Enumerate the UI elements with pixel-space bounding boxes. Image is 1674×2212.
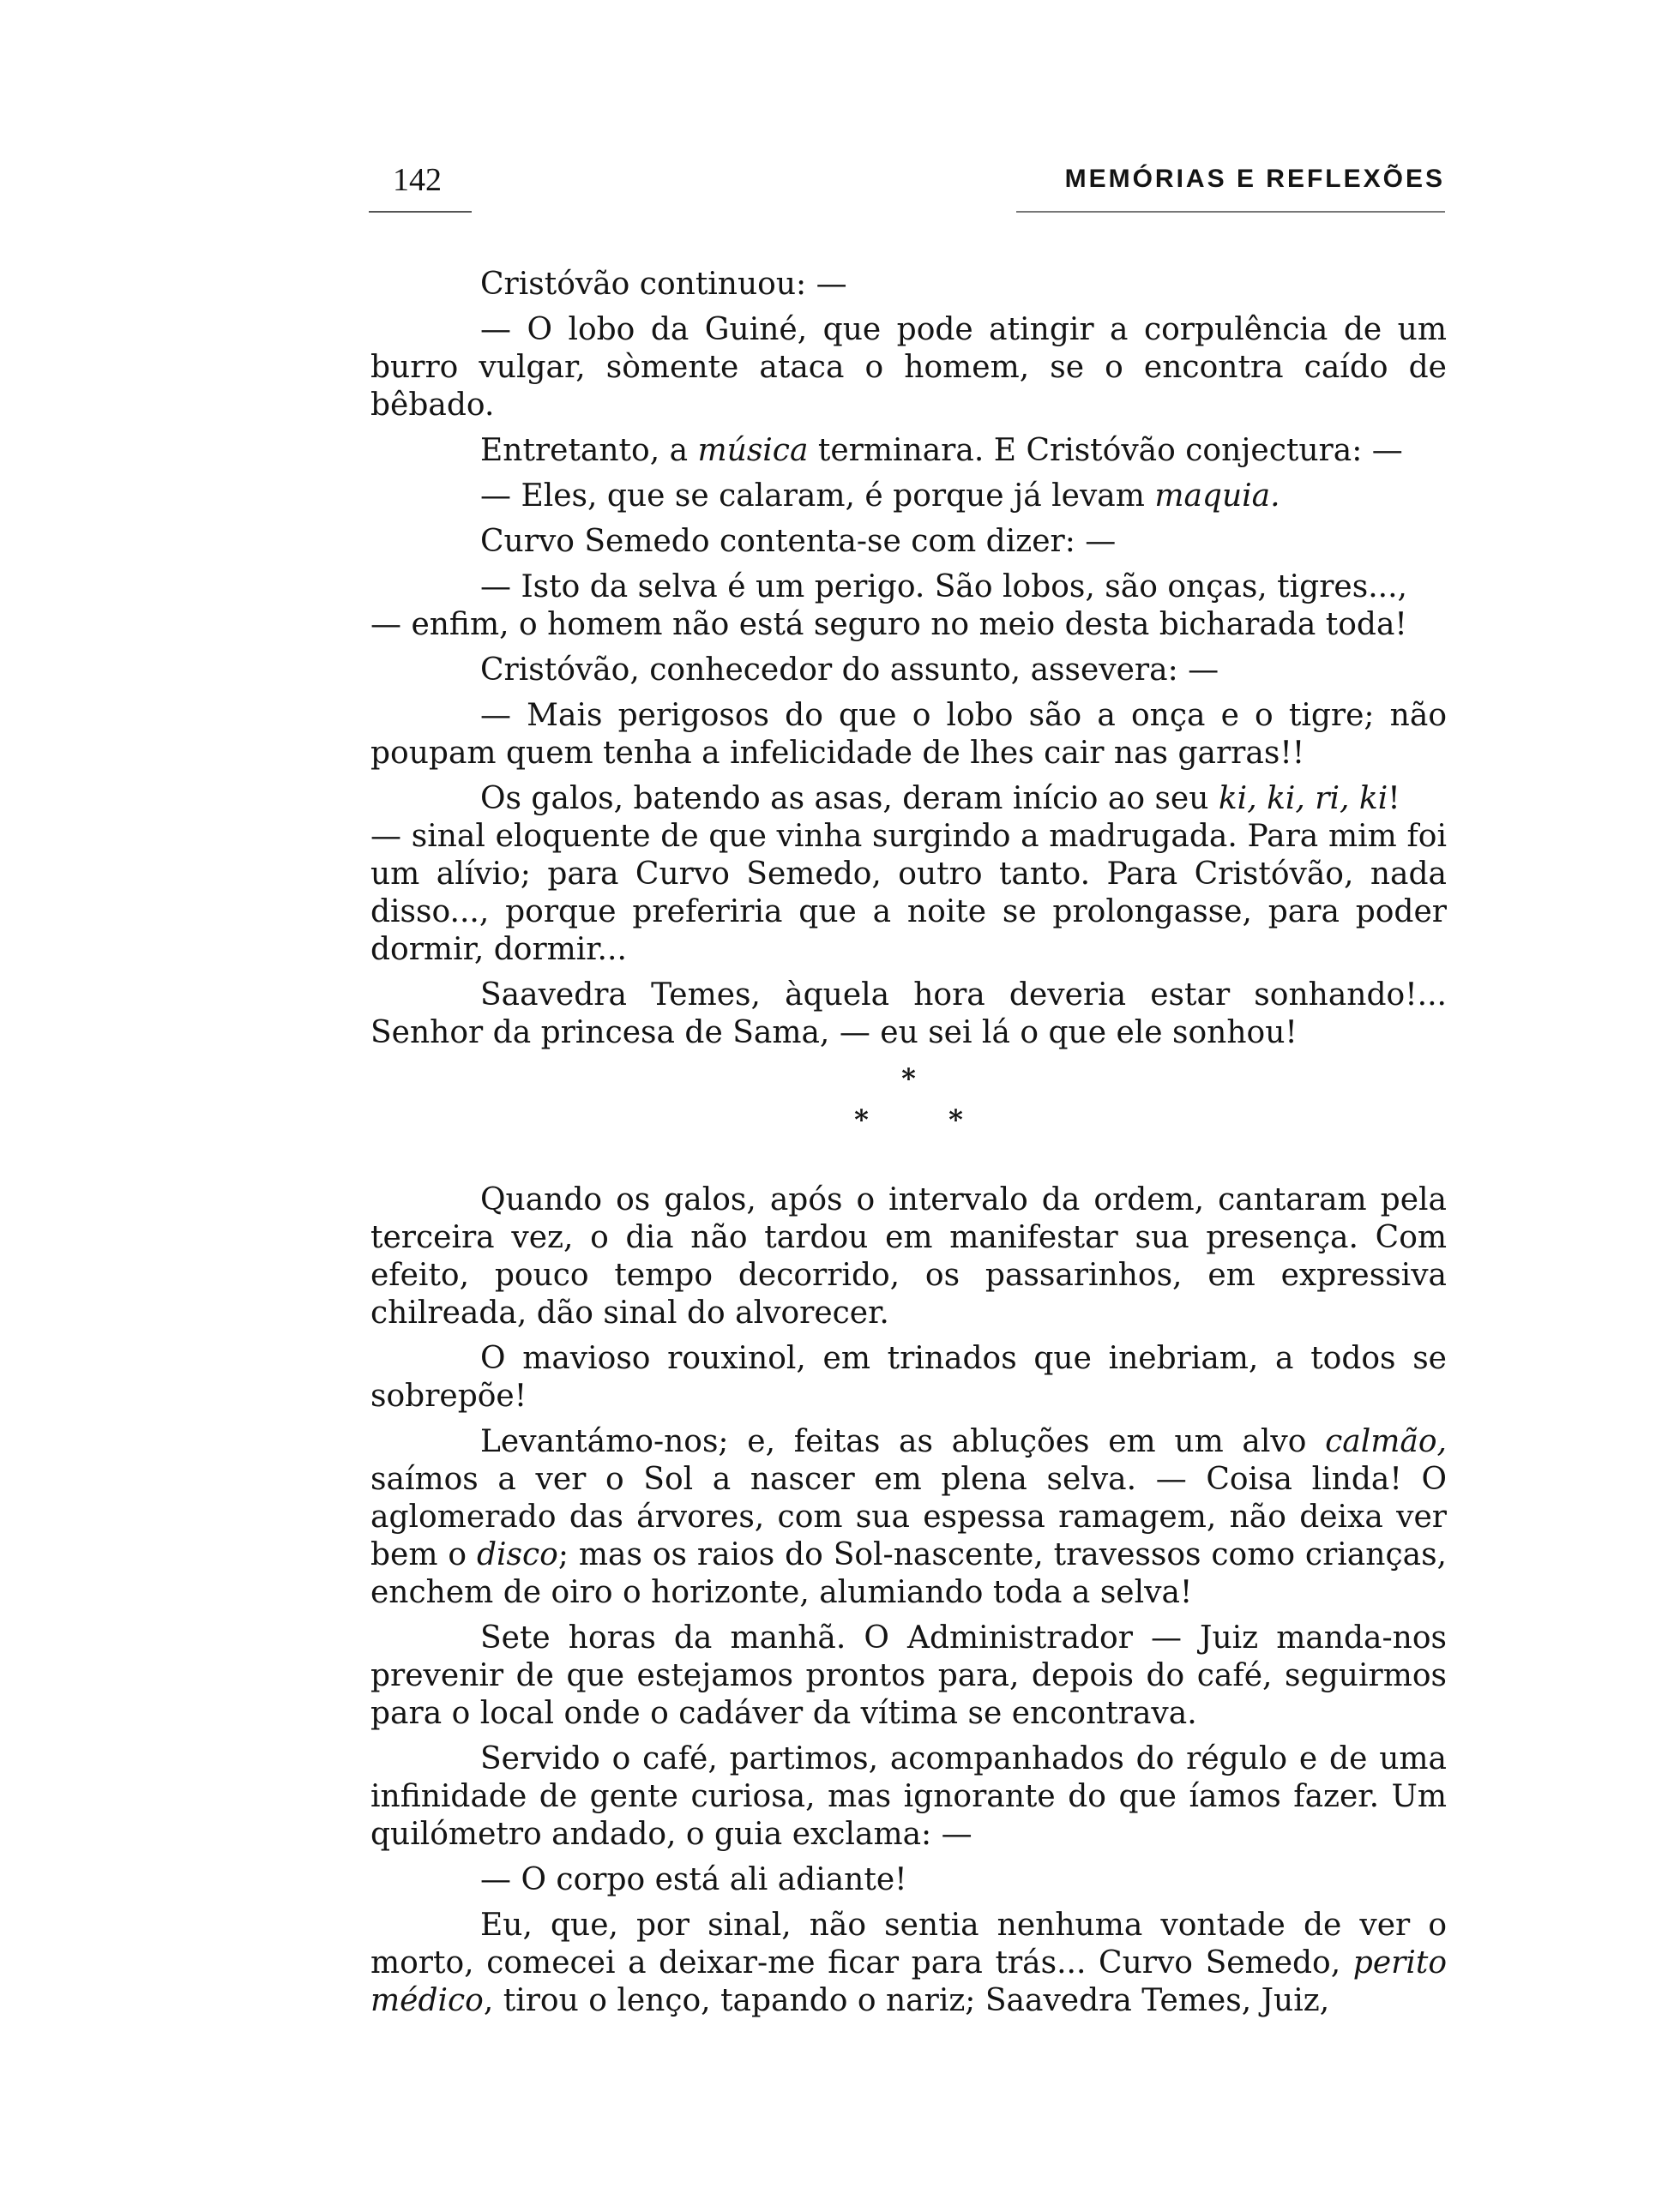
paragraph: O mavioso rouxinol, em trinados que inebriam, a todos se sobrepõe! (370, 1341, 1447, 1414)
italic-term: disco (476, 1537, 558, 1572)
paragraph: Sete horas da manhã. O Administrador — Juiz manda-nos prevenir de que estejamos prontos para, depois do café, seguirmos para o local onde o cadáver da vítima se encontrava. (370, 1620, 1447, 1731)
paragraph: — Mais perigosos do que o lobo são a onça e o tigre; não poupam quem tenha a infelicidade de lhes cair nas garras!! (370, 698, 1447, 771)
paragraph-text: Os galos, batendo as asas, deram início ao seu (480, 781, 1219, 816)
paragraph: — O corpo está ali adiante! (480, 1862, 907, 1897)
italic-term: perito médico (370, 1945, 1447, 2018)
paragraph: — O lobo da Guiné, que pode atingir a corpulência de um burro vulgar, sòmente ataca o homem, se o encontra caído de bêbado. (370, 312, 1447, 423)
paragraph (370, 432, 1447, 470)
paragraph: Servido o café, partimos, acompanhados do régulo e de uma infinidade de gente curiosa, mas ignorante do que íamos fazer. Um quilómetro andado, o guia exclama: — (370, 1741, 1447, 1852)
paragraph (370, 1907, 1447, 2020)
header-rule-left (369, 211, 472, 213)
asterism-section-break (823, 1062, 995, 1142)
page-number: 142 (393, 162, 442, 198)
italic-term: ki, ki, ri, ki (1218, 781, 1388, 816)
asterism-star: * (948, 1103, 963, 1136)
paragraph (370, 1423, 1447, 1612)
paragraph: Cristóvão, conhecedor do assunto, assevera: — (480, 652, 1219, 688)
asterism-star: * (854, 1103, 869, 1136)
paragraph (370, 780, 1447, 818)
paragraph (370, 478, 1447, 515)
paragraph-text: saímos a ver o Sol a nascer em plena selva. — Coisa linda! O aglomerado das árvores, com sua espessa ramagem, não deixa ver bem o (370, 1462, 1447, 1572)
paragraph-text: , tirou o lenço, tapando o nariz; Saavedra Temes, Juiz, (483, 1983, 1330, 2018)
paragraph-text: ; mas os raios do Sol-nascente, travessos como crianças, enchem de oiro o horizonte, alumiando toda a selva! (370, 1537, 1447, 1610)
paragraph-text: terminara. E Cristóvão conjectura: — (808, 433, 1403, 468)
paragraph: — sinal eloquente de que vinha surgindo a madrugada. Para mim foi um alívio; para Curvo Semedo, outro tanto. Para Cristóvão, nada disso..., porque preferiria que a noite se prolongasse, para poder dormir, dormir... (370, 819, 1447, 967)
paragraph: Cristóvão continuou: — (480, 267, 847, 302)
page-header (369, 161, 1445, 213)
body-text (370, 266, 1447, 2028)
paragraph-text: — Eles, que se calaram, é porque já levam (480, 478, 1155, 514)
paragraph: Quando os galos, após o intervalo da ordem, cantaram pela terceira vez, o dia não tardou em manifestar sua presença. Com efeito, pouco tempo decorrido, os passarinhos, em expressiva chilreada, dão sinal do alvorecer. (370, 1182, 1447, 1331)
paragraph: — enfim, o homem não está seguro no meio desta bicharada toda! (370, 607, 1407, 642)
paragraph: Curvo Semedo contenta-se com dizer: — (480, 524, 1117, 559)
paragraph-text: ! (1388, 781, 1400, 816)
italic-term: maquia. (1154, 478, 1280, 514)
paragraph: — Isto da selva é um perigo. São lobos, são onças, tigres..., (480, 569, 1407, 604)
paragraph: Saavedra Temes, àquela hora deveria estar sonhando!... Senhor da princesa de Sama, — eu sei lá o que ele sonhou! (370, 977, 1447, 1050)
paragraph-text: Entretanto, a (480, 433, 698, 468)
italic-term: música (697, 433, 809, 468)
asterism-star: * (901, 1062, 916, 1095)
italic-term: calmão, (1325, 1424, 1447, 1459)
header-rule-right (1016, 211, 1445, 213)
running-title: MEMÓRIAS E REFLEXÕES (1064, 165, 1445, 193)
paragraph-text: Eu, que, por sinal, não sentia nenhuma vontade de ver o morto, comecei a deixar-me ficar para trás... Curvo Semedo, (370, 1908, 1447, 1981)
paragraph-text: Levantámo-nos; e, feitas as abluções em um alvo (480, 1424, 1326, 1459)
